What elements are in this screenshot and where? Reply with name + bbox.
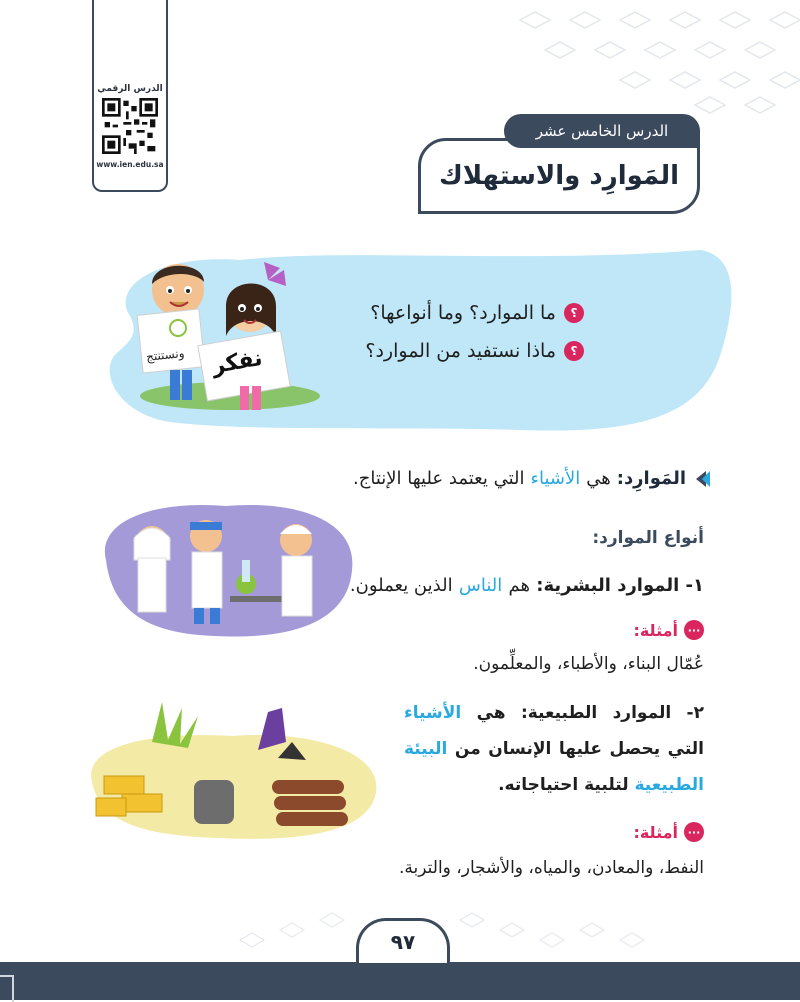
- footer-bar: [0, 962, 800, 1000]
- qr-code-icon[interactable]: [102, 98, 158, 154]
- human-resources-label: ١- الموارد البشرية:: [536, 575, 704, 596]
- natural-resources-illustration: [82, 702, 382, 842]
- examples-label-text: أمثلة:: [633, 620, 678, 640]
- natural-resources-pre: هي: [476, 703, 506, 723]
- definition-post: التي يعتمد عليها الإنتاج.: [353, 468, 525, 489]
- definition-pre: هي: [586, 468, 611, 489]
- examples-label-natural: [633, 822, 704, 842]
- resource-types-heading: أنواع الموارد:: [592, 528, 704, 548]
- think-question-1: [370, 302, 584, 324]
- natural-examples: النفط، والمعادن، والمياه، والأشجار، والتربة.: [399, 858, 704, 878]
- natural-resources-post: لتلبية احتياجاته.: [498, 775, 629, 795]
- human-resources-pre: هم: [508, 575, 530, 596]
- natural-resources-paragraph: [404, 695, 704, 803]
- natural-resources-mid: التي يحصل عليها الإنسان من: [454, 739, 704, 759]
- digital-lesson-title: الدرس الرقمي: [97, 84, 163, 94]
- human-examples: عُمّال البناء، والأطباء، والمعلِّمون.: [473, 654, 704, 674]
- human-resources-illustration: [96, 500, 358, 640]
- examples-label-human: [633, 620, 704, 640]
- human-resources-line: [350, 575, 704, 596]
- speech-bubble-icon: ···: [684, 822, 704, 842]
- human-resources-post: الذين يعملون.: [349, 575, 453, 596]
- think-question-2: [365, 340, 584, 362]
- natural-resources-label: ٢- الموارد الطبيعية:: [520, 703, 704, 723]
- digital-lesson-card[interactable]: [92, 0, 168, 192]
- think-small-sign-label: ونستنتج: [145, 346, 186, 364]
- human-resources-highlight: الناس: [458, 575, 503, 596]
- natural-resources-highlight-1: الأشياء: [404, 703, 462, 723]
- speech-bubble-icon: ···: [684, 620, 704, 640]
- decorative-pattern-top: [500, 0, 800, 120]
- think-question-text: ما الموارد؟ وما أنواعها؟: [370, 302, 556, 324]
- natural-resources-highlight-2: البيئة الطبيعية: [404, 739, 704, 795]
- question-icon: ؟: [564, 303, 584, 323]
- page-number: ٩٧: [356, 918, 450, 963]
- lesson-title: المَوارِد والاستهلاك: [418, 138, 700, 214]
- think-sign-label: نفكر: [210, 345, 265, 380]
- think-question-text: ماذا نستفيد من الموارد؟: [365, 340, 556, 362]
- lesson-number-tag: الدرس الخامس عشر: [504, 114, 700, 148]
- think-banner: [100, 246, 732, 434]
- section-arrow-icon: [692, 469, 710, 489]
- digital-lesson-url[interactable]: www.ien.edu.sa: [96, 160, 164, 169]
- definition-term: المَوارِد:: [616, 468, 686, 489]
- resources-definition: [353, 468, 710, 489]
- examples-label-text: أمثلة:: [633, 822, 678, 842]
- definition-highlight: الأشياء: [530, 468, 581, 489]
- question-icon: ؟: [564, 341, 584, 361]
- footer-corner-mark: [0, 975, 14, 1002]
